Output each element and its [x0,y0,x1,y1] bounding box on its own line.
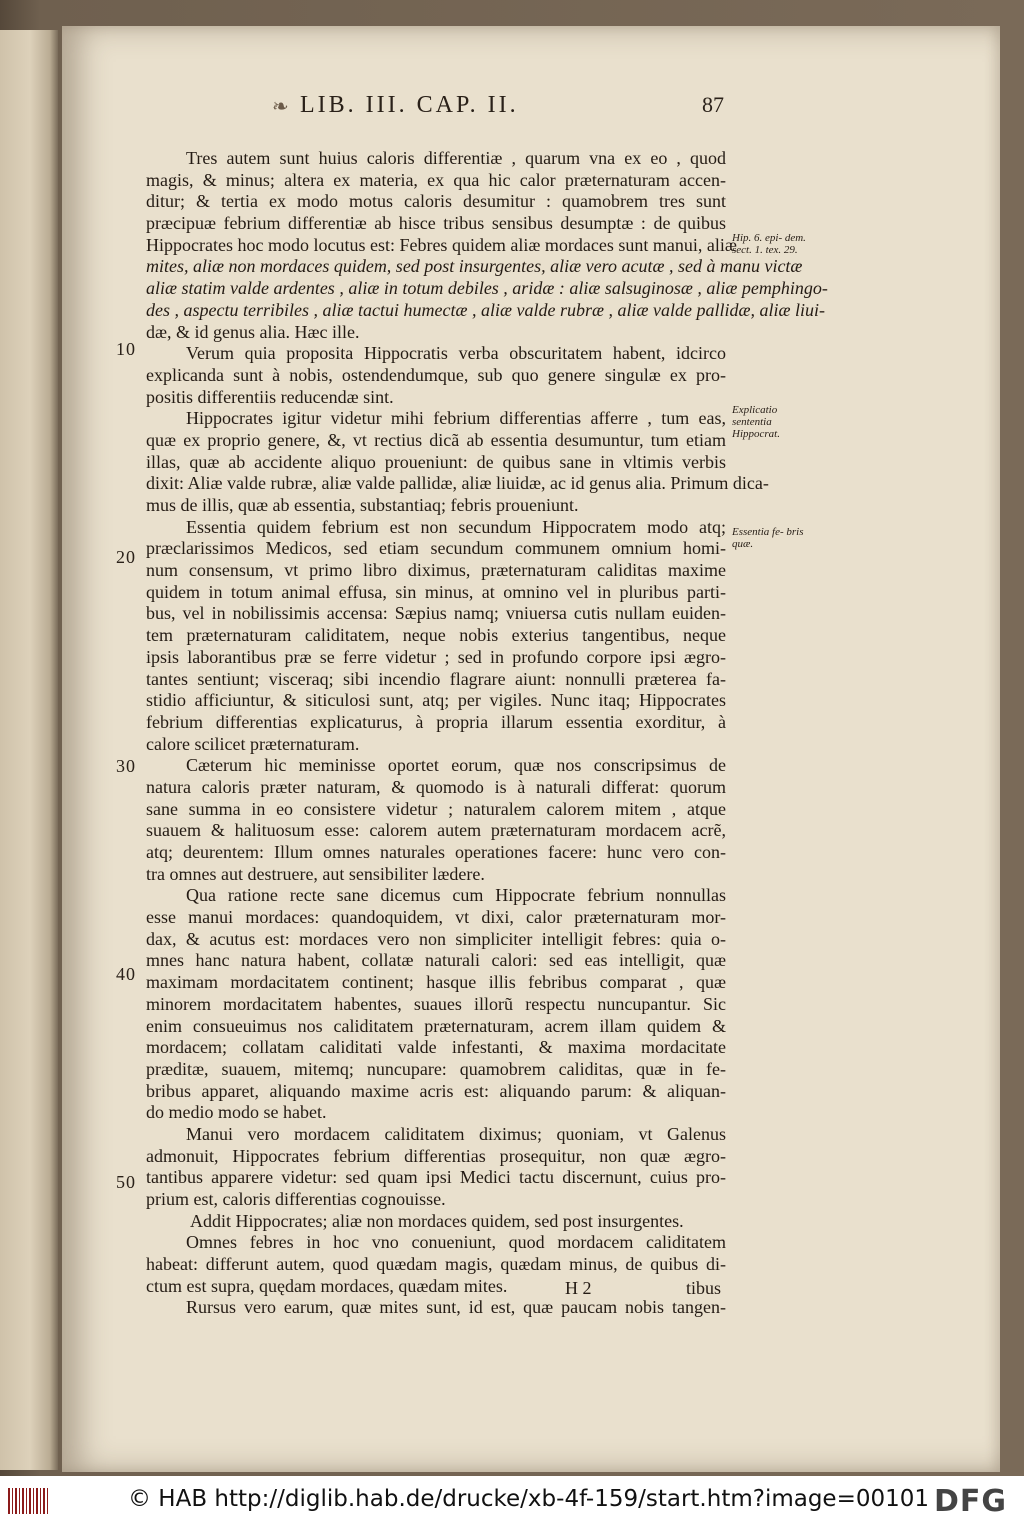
text-line: habeat: differunt autem, quod quædam magis, quædam minus, de quibus di- [146,1254,726,1275]
text-line: calore scilicet præternaturam. [146,733,360,754]
text-line: dæ, & id genus alia. Hæc ille. [146,321,360,342]
line-number: 10 [116,339,136,359]
text-line: ipsis laborantibus præ se ferre videtur ; sed in profundo corpore ipsi ægro- [146,646,726,667]
text-line: tantes sentiunt; visceraq; sibi incendio flagrare aiunt: nonnulli præterea fa- [146,668,726,689]
text-line: tra omnes aut destruere, aut sensibiliter lædere. [146,863,485,884]
margin-note: Hip. 6. epi- dem. sect. 1. tex. 29. [732,232,806,256]
text-line: aliæ statim valde ardentes , aliæ in totum debiles , aridæ : aliæ salsuginosæ , aliæ pemphingo- [146,278,828,299]
text-line: stidio afficiuntur, & siticulosi sunt, atq; per vigiles. Nunc itaq; Hippocrates [146,690,726,711]
text-line: Addit Hippocrates; aliæ non mordaces quidem, sed post insurgentes. [190,1210,684,1231]
text-line: atq; deurentem: Illum omnes naturales operationes facere: hunc vero con- [146,842,726,862]
text-line: quidem in totum animal effusa, sin minus, at omnino vel in pluribus parti- [146,581,726,602]
text-line: Essentia quidem febrium est non secundum Hippocratem modo atq; [186,516,726,537]
text-line: Manui vero mordacem caliditatem diximus; quoniam, vt Galenus [186,1123,726,1144]
text-line: enim consueuimus nos caliditatem præternaturam, acrem illam quidem & [146,1015,726,1036]
text-line: præcipuæ febrium differentiæ ab hisce tribus sensibus desumptæ : de quibus [146,213,726,234]
dfg-logo: DFG [934,1484,1008,1519]
text-line: mordacem; collatam caliditati valde infestanti, & maxima mordacitate [146,1037,726,1058]
text-line: illas, quæ ab accidente aliquo proueniunt: de quibus sane in vltimis verbis [146,451,726,472]
line-number: 50 [116,1172,136,1192]
text-line: Hippocrates igitur videtur mihi febrium differentias afferre , tum eas, [186,408,726,429]
margin-note: Explicatio sententia Hippocrat. [732,404,780,440]
text-line: do medio modo se habet. [146,1102,327,1123]
text-line: Hippocrates hoc modo locutus est: Febres quidem aliæ mordaces sunt manui, aliæ [146,234,737,255]
text-line: Omnes febres in hoc vno conueniunt, quod mordacem caliditatem [186,1232,726,1253]
text-line: minorem mordacitatem habentes, suaues illorũ respectu nuncupantur. Sic [146,993,726,1014]
text-line: tem præternaturam caliditatem, neque nobis exterius tangentibus, neque [146,625,726,646]
text-line: bus, vel in nobilissimis accensa: Sæpius namq; vniuersa cutis nullam euiden- [146,603,726,624]
signature-mark: H 2 [565,1278,592,1298]
folio-number: 87 [702,92,724,117]
text-line: ctum est supra, quędam mordaces, quædam mites. [146,1275,508,1296]
ornament-icon: ❧ [272,96,289,118]
text-line: explicanda sunt à nobis, ostendendumque, sub quo genere singulæ ex pro- [146,364,726,385]
text-line: Cæterum hic meminisse oportet eorum, quæ nos conscripsimus de [186,755,726,776]
text-line: maximam mordacitatem continent; hasque illis febribus comparat , quæ [146,972,726,993]
text-line: dixit: Aliæ valde rubræ, aliæ valde pallidæ, aliæ liuidæ, ac id genus alia. Primum dica- [146,473,769,494]
catchword: tibus [686,1278,722,1298]
text-line: Rursus vero earum, quæ mites sunt, id est, quæ paucam nobis tangen- [186,1297,726,1318]
text-line: ditur; & tertia ex modo motus caloris desumitur : quamobrem tres sunt [146,191,726,212]
barcode-icon [8,1488,48,1514]
text-line: Verum quia proposita Hippocratis verba obscuritatem habent, idcirco [186,343,726,364]
text-line: febrium differentias explicaturus, à propria illarum essentia exorditur, à [146,711,726,732]
text-line: præditæ, suauem, mitemq; nuncupare: quamobrem caliditas, quæ in fe- [146,1058,726,1079]
text-line: bribus apparet, aliquando maxime acris est: aliquando parum: & aliquan- [146,1080,726,1101]
line-number: 20 [116,547,136,567]
text-line: sane summa in eo consistere videtur ; naturalem calorem mitem , atque [146,798,726,819]
copyright-link[interactable]: © HAB http://diglib.hab.de/drucke/xb-4f-159/start.htm?image=00101 [128,1486,930,1512]
line-number: 30 [116,756,136,776]
line-number: 40 [116,964,136,984]
facing-page-edge [0,30,58,1470]
text-line: dax, & acutus est: mordaces vero non simpliciter intelligit febres: quia o- [146,928,726,949]
text-line: mus de illis, quæ ab essentia, substantiaq; febris proueniunt. [146,495,579,515]
text-line: positis differentiis reducendæ sint. [146,386,394,407]
text-line: magis, & minus; altera ex materia, ex qua hic calor præternaturam accen- [146,169,726,190]
text-line: Tres autem sunt huius caloris differentiæ , quarum vna ex eo , quod [186,148,726,168]
text-line: num consensum, vt primo libro diximus, præternaturam caliditas maxime [146,560,726,581]
text-line: mites, aliæ non mordaces quidem, sed post insurgentes, aliæ vero acutæ , sed à manu victæ [146,256,803,277]
text-line: des , aspectu terribiles , aliæ tactui humectæ , aliæ valde rubræ , aliæ valde pallidæ, aliæ liui- [146,299,825,320]
text-line: mnes hanc natura habent, collatæ naturali calori: sed eas intelligit, quæ [146,950,726,971]
running-head: LIB. III. CAP. II. [300,92,519,118]
text-line: quæ ex proprio genere, &, vt rectius dicã ab essentia desumuntur, tum etiam [146,429,726,450]
margin-note: Essentia fe- bris quæ. [732,526,804,550]
text-line: admonuit, Hippocrates febrium differentias prosequitur, non quæ ægro- [146,1145,726,1166]
text-line: natura caloris præter naturam, & quomodo is à naturali differat: quorum [146,776,726,797]
text-line: esse manui mordaces: quandoquidem, vt dixi, calor præternaturam mor- [146,907,726,928]
viewer-footer [0,1476,1024,1526]
text-line: præclarissimos Medicos, sed etiam secundum communem omnium homi- [146,538,726,559]
text-line: tantibus apparere videtur: sed quam ipsi Medici tactu discernunt, cuius pro- [146,1167,726,1188]
text-line: Qua ratione recte sane dicemus cum Hippocrate febrium nonnullas [186,885,726,906]
page-header [0,92,1024,132]
text-line: prium est, caloris differentias cognouisse. [146,1189,446,1209]
text-line: suauem & halituosum esse: calorem autem præternaturam mordacem acrẽ, [146,820,726,841]
